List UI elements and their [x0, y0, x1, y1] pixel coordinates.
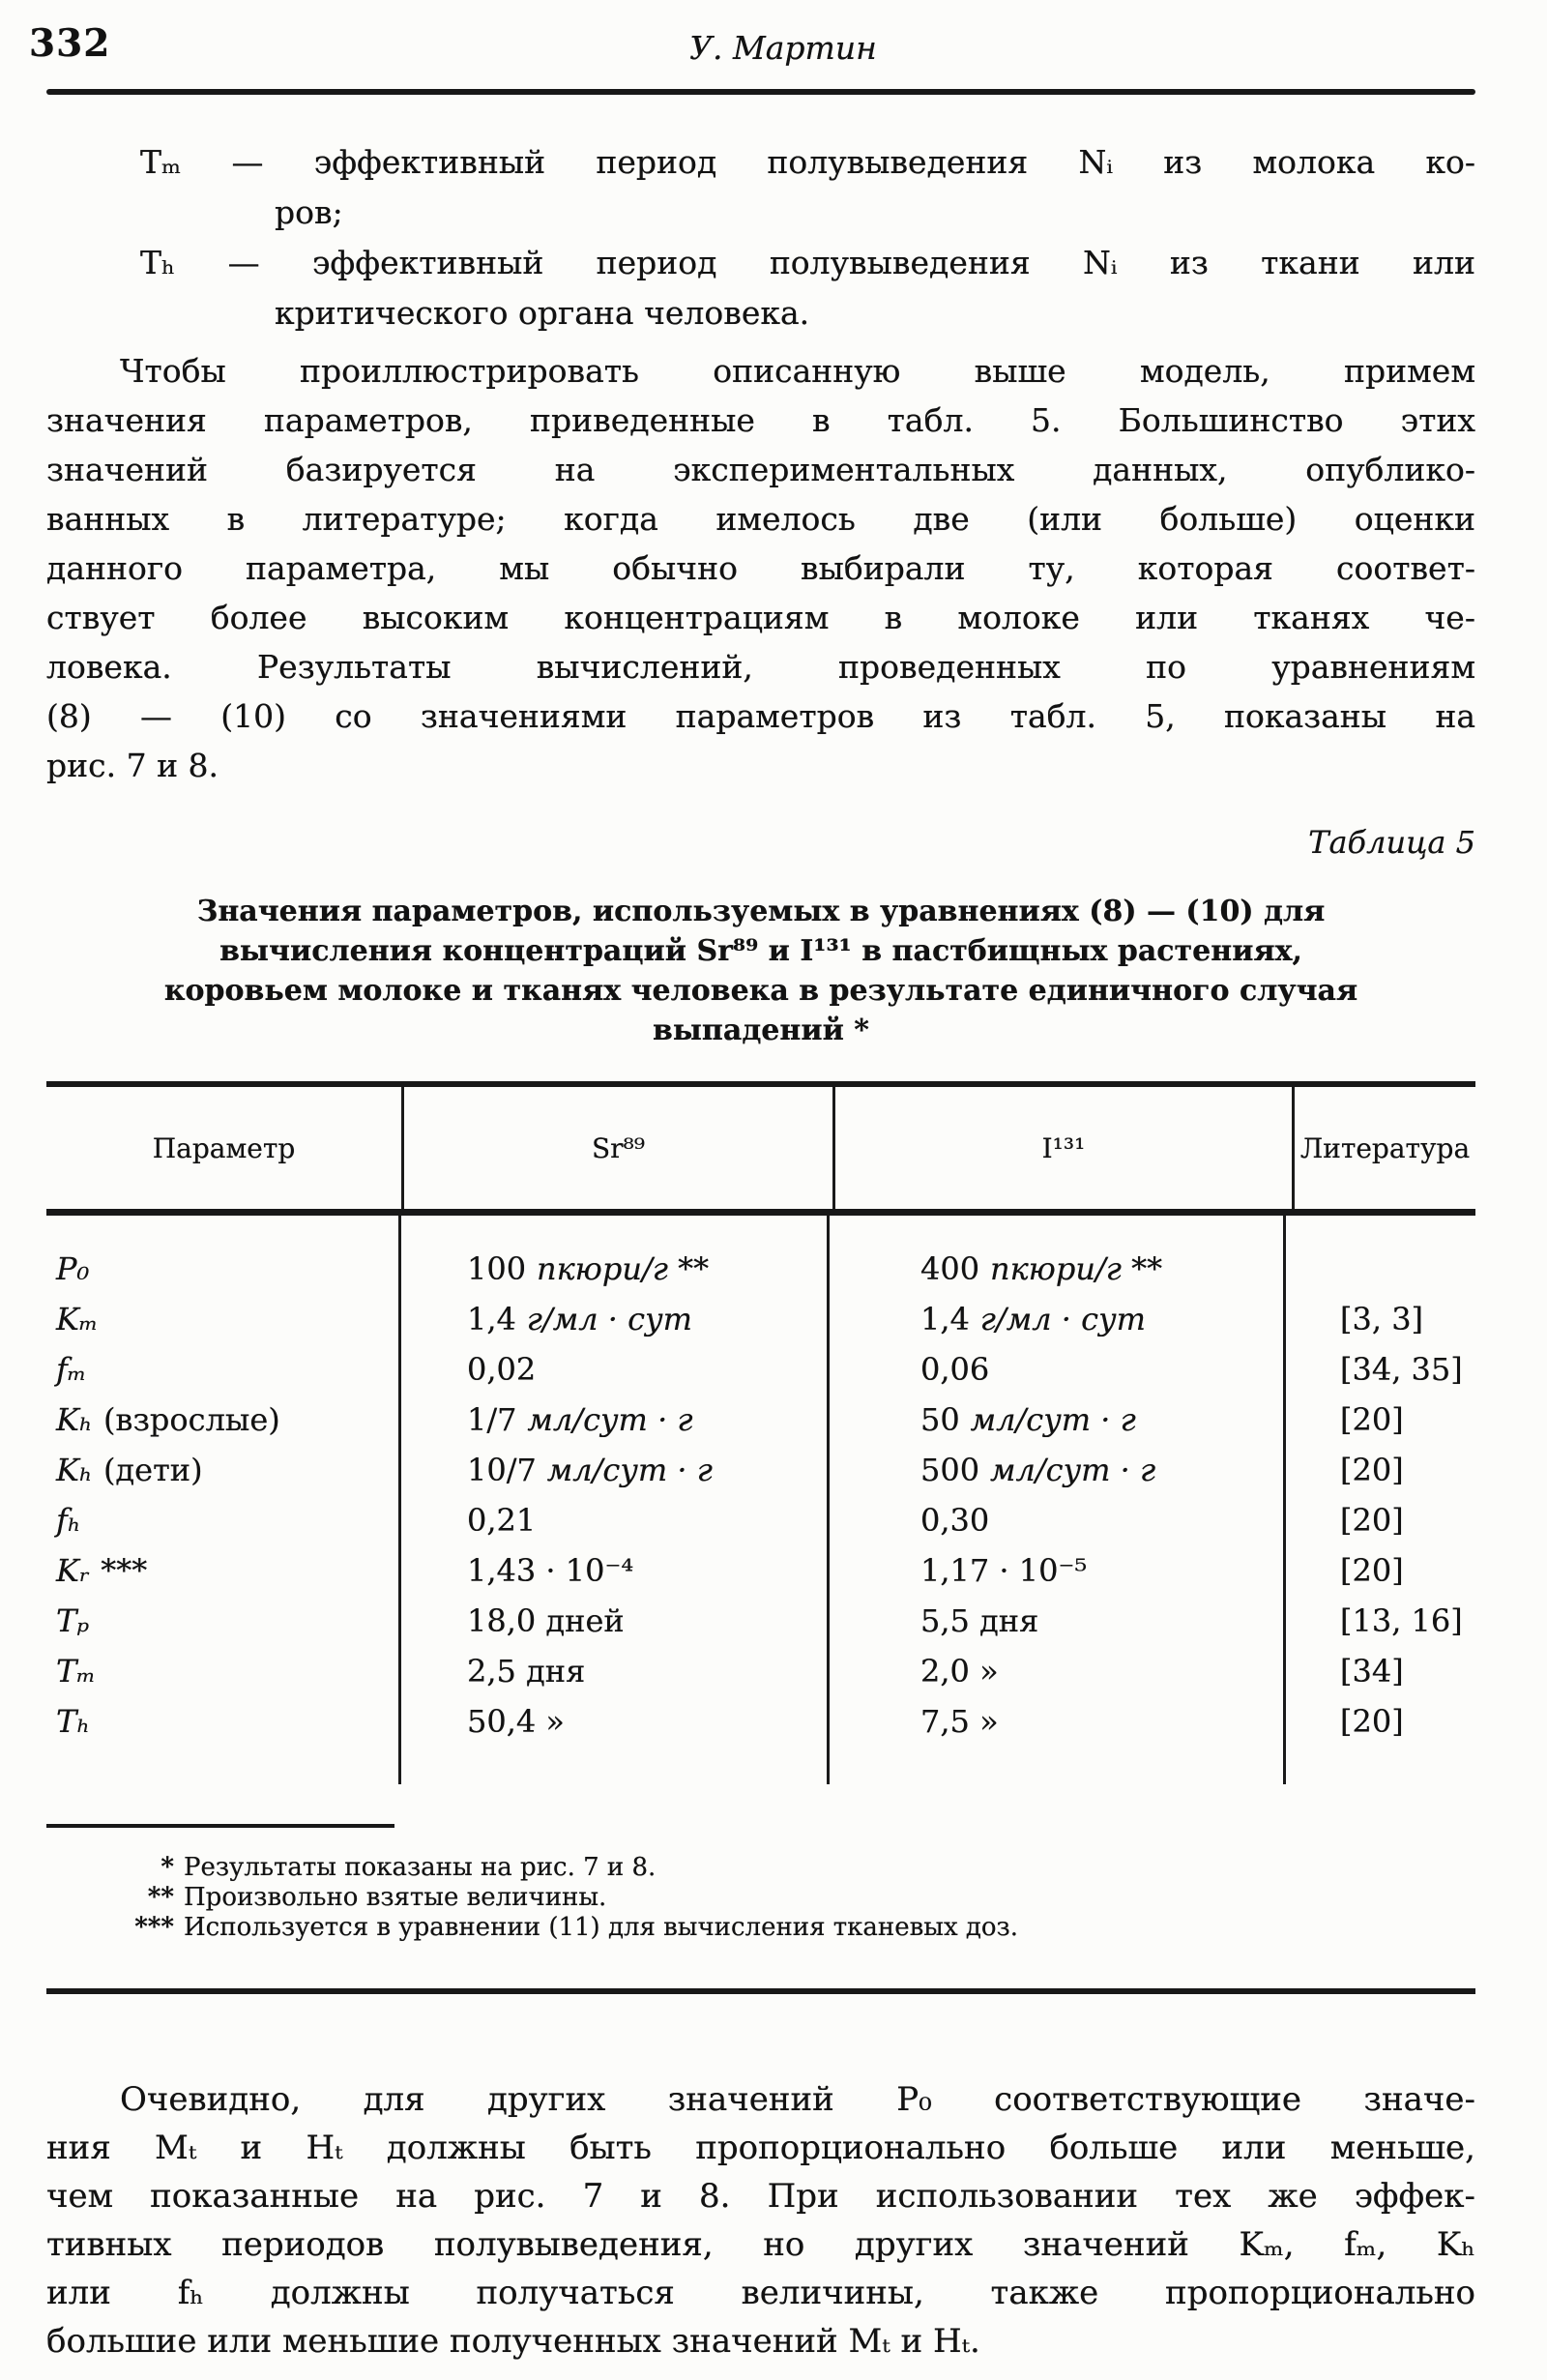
paragraph-line: данного параметра, мы обычно выбирали ту, которая соответ- — [46, 549, 1475, 587]
table-cell — [1286, 1250, 1475, 1301]
footnote-marker: * — [161, 1853, 174, 1882]
table-caption — [97, 892, 1425, 1050]
table-cell: 1,43 · 10⁻⁴ — [467, 1552, 634, 1589]
table-cell: [20] — [1340, 1401, 1404, 1438]
paragraph-line: Очевидно, для других значений P₀ соответствующие значе- — [120, 2080, 1475, 2119]
footnote-text: Результаты показаны на рис. 7 и 8. — [184, 1853, 657, 1882]
table-caption-line: коровьем молоке и тканях человека в результате единичного случая — [163, 974, 1358, 1008]
footnote-marker: ** — [147, 1883, 174, 1912]
table-cell: fₘ — [56, 1351, 87, 1388]
footnote-text: Используется в уравнении (11) для вычисления тканевых доз. — [184, 1913, 1019, 1942]
table-cell: [3, 3] — [1340, 1301, 1424, 1337]
table-cell: P₀ — [56, 1250, 90, 1287]
table-cell: Kₕ (взрослые) — [56, 1401, 280, 1438]
table-cell: 1,4 г/мл · сут — [467, 1301, 692, 1337]
table-bottom-rule — [46, 1988, 1475, 1994]
table-caption-line: выпадений * — [653, 1014, 869, 1047]
table-cell: Kₕ (дети) — [56, 1452, 203, 1488]
table-cell: [34, 35] — [1340, 1351, 1463, 1388]
table-header-cell-parameter: Параметр — [46, 1087, 404, 1209]
paragraph-line: Чтобы проиллюстрировать описанную выше модель, примем — [120, 352, 1475, 390]
paragraph-line: значения параметров, приведенные в табл. 5. Большинство этих — [46, 401, 1475, 439]
table-cell: 10/7 мл/сут · г — [467, 1452, 713, 1488]
definition-tm-line1: Tₘ — эффективный период полувыведения Nᵢ из молока ко- — [140, 143, 1475, 181]
table-footnotes — [46, 1853, 1400, 1943]
paragraph-line: большие или меньшие полученных значений Mₜ и Hₜ. — [46, 2322, 980, 2361]
paragraph-model — [46, 346, 1475, 790]
paragraph-line: рис. 7 и 8. — [46, 747, 219, 784]
table-cell: Kₘ — [56, 1301, 99, 1337]
table-body — [46, 1216, 1475, 1784]
table-cell: 1,4 г/мл · сут — [920, 1301, 1146, 1337]
definition-th-line1: Tₕ — эффективный период полувыведения Nᵢ из ткани или — [140, 244, 1475, 281]
footnote — [46, 1913, 1400, 1943]
table-cell: 1/7 мл/сут · г — [467, 1401, 693, 1438]
table-cell: [20] — [1340, 1452, 1404, 1488]
footnote-separator-rule — [46, 1824, 394, 1828]
table-cell: [34] — [1340, 1653, 1404, 1690]
table-cell: [20] — [1340, 1703, 1404, 1740]
paragraph-line: (8) — (10) со значениями параметров из табл. 5, показаны на — [46, 697, 1475, 735]
table-cell: Tₚ — [56, 1602, 90, 1639]
table-cell: 50,4 » — [467, 1703, 565, 1740]
table-column-literature — [1286, 1216, 1475, 1784]
table-header-cell-i131: I¹³¹ — [835, 1087, 1295, 1209]
table-header-cell-sr89: Sr⁸⁹ — [404, 1087, 835, 1209]
table-cell: 5,5 дня — [920, 1602, 1039, 1639]
paragraph-conclusion — [46, 2075, 1475, 2365]
table-cell: fₕ — [56, 1502, 81, 1539]
table-caption-line: Значения параметров, используемых в уравнениях (8) — (10) для — [196, 895, 1326, 928]
header-rule — [46, 89, 1475, 95]
table-cell: 18,0 дней — [467, 1602, 625, 1639]
paragraph-line: чем показанные на рис. 7 и 8. При использовании тех же эффек- — [46, 2177, 1475, 2216]
paragraph-line: ствует более высоким концентрациям в молоке или тканях че- — [46, 599, 1475, 636]
table-cell: 0,06 — [920, 1351, 990, 1388]
definition-list — [140, 137, 1475, 338]
table-cell: 2,5 дня — [467, 1653, 586, 1690]
footnote-marker: *** — [134, 1913, 174, 1942]
paragraph-line: тивных периодов полувыведения, но других значений Kₘ, fₘ, Kₕ — [46, 2225, 1475, 2264]
table-column-i131 — [830, 1216, 1286, 1784]
table-cell: 0,21 — [467, 1502, 537, 1539]
table-cell: [13, 16] — [1340, 1602, 1463, 1639]
table-label: Таблица 5 — [1308, 824, 1475, 861]
table-cell: 500 мл/сут · г — [920, 1452, 1156, 1488]
footnote — [46, 1853, 1400, 1883]
paragraph-line: значений базируется на экспериментальных данных, опублико- — [46, 451, 1475, 488]
table-cell: 50 мл/сут · г — [920, 1401, 1136, 1438]
footnote-text: Произвольно взятые величины. — [184, 1883, 607, 1912]
table-column-sr89 — [401, 1216, 830, 1784]
table-cell: [20] — [1340, 1502, 1404, 1539]
table-caption-line: вычисления концентраций Sr⁸⁹ и I¹³¹ в пастбищных растениях, — [219, 934, 1302, 968]
paragraph-line: ния Mₜ и Hₜ должны быть пропорционально больше или меньше, — [46, 2129, 1475, 2167]
table-cell: 1,17 · 10⁻⁵ — [920, 1552, 1088, 1589]
table-cell: Tₘ — [56, 1653, 96, 1690]
table-header-rule — [46, 1209, 1475, 1216]
table-header-row — [46, 1087, 1475, 1209]
table-cell: [20] — [1340, 1552, 1404, 1589]
definition-tm-line2: ров; — [275, 193, 343, 231]
table-header-cell-literature: Литература — [1299, 1131, 1471, 1164]
footnote — [46, 1883, 1400, 1913]
table-cell: 0,30 — [920, 1502, 990, 1539]
table-cell: 0,02 — [467, 1351, 537, 1388]
definition-th-line2: критического органа человека. — [275, 294, 810, 332]
running-head: У. Мартин — [689, 29, 877, 67]
table-cell: 400 пкюри/г ** — [920, 1250, 1163, 1287]
paragraph-line: ванных в литературе; когда имелось две (или больше) оценки — [46, 500, 1475, 538]
table-column-parameter — [46, 1216, 401, 1784]
table-cell: 100 пкюри/г ** — [467, 1250, 710, 1287]
table-cell: Kᵣ *** — [56, 1552, 148, 1589]
table-cell: 2,0 » — [920, 1653, 999, 1690]
paragraph-line: или fₕ должны получаться величины, также пропорционально — [46, 2274, 1475, 2312]
paragraph-line: ловека. Результаты вычислений, проведенных по уравнениям — [46, 648, 1475, 686]
table-cell: Tₕ — [56, 1703, 91, 1740]
page-number: 332 — [29, 21, 111, 66]
table-cell: 7,5 » — [920, 1703, 999, 1740]
